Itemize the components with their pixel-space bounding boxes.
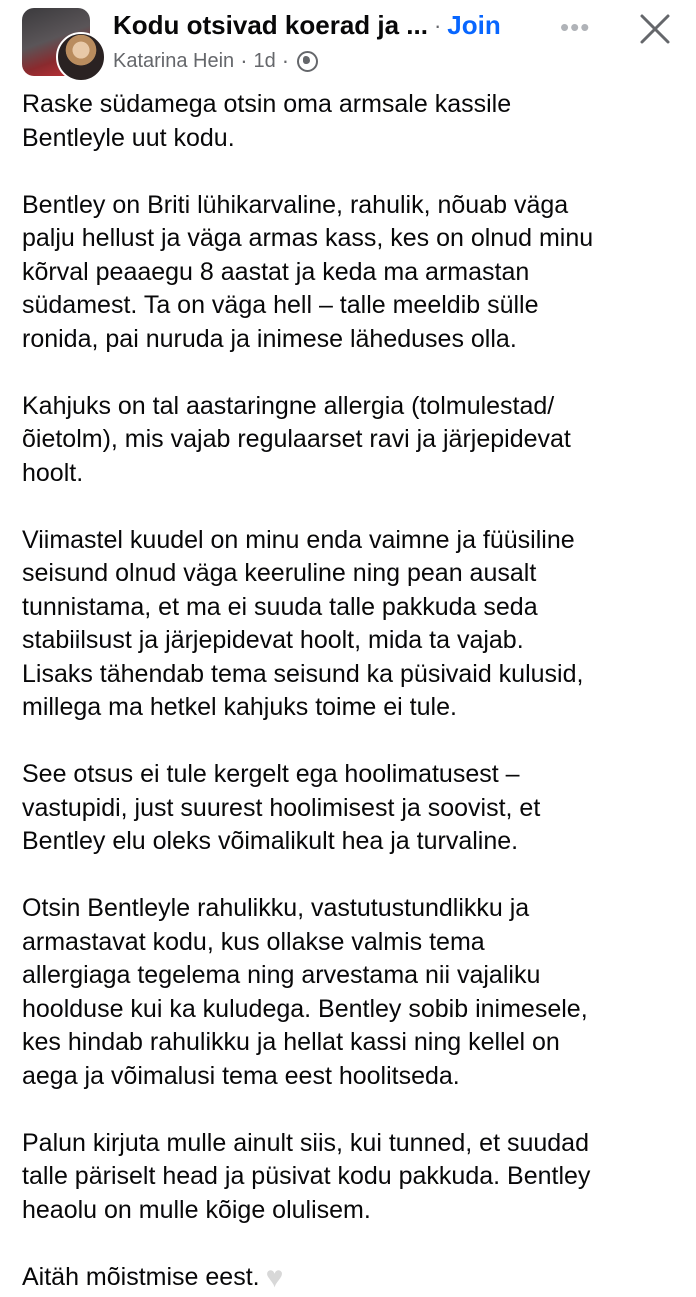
globe-icon: [297, 51, 318, 72]
text-line: Bentley elu oleks võimalikult hea ja turvaline.: [22, 827, 519, 855]
text-line: hoolduse kui ka kuludega. Bentley sobib inimesele,: [22, 994, 588, 1023]
text-line: Bentley on Briti lühikarvaline, rahulik, nõuab väga: [22, 190, 569, 219]
text-line: See otsus ei tule kergelt ega hoolimatusest –: [22, 760, 520, 788]
separator: ·: [281, 48, 290, 73]
text-line: kes hindab rahulikku ja hellat kassi ning kellel on: [22, 1028, 560, 1056]
text-line: hoolt.: [22, 458, 84, 487]
author-avatar[interactable]: [56, 32, 106, 82]
text-line: aega ja võimalusi tema eest hoolitseda.: [22, 1061, 460, 1090]
text-line: Lisaks tähendab tema seisund ka püsivaid kulusid,: [22, 659, 584, 688]
text-line: Raske südamega otsin oma armsale kassile: [22, 90, 512, 118]
text-line: millega ma hetkel kahjuks toime ei tule.: [22, 693, 457, 721]
post-paragraph: [22, 189, 682, 357]
post-paragraph: [22, 524, 682, 725]
text-line: armastavat kodu, kus ollakse valmis tema: [22, 927, 485, 956]
group-name-link[interactable]: Kodu otsivad koerad ja ...: [113, 10, 428, 40]
text-line: stabiilsust ja järjepidevat hoolt, mida ta vajab.: [22, 626, 524, 654]
join-button[interactable]: Join: [447, 10, 501, 40]
post-meta: [113, 48, 318, 74]
separator: ·: [433, 12, 442, 38]
white-heart-icon: ♥: [265, 1260, 284, 1294]
text-line: allergiaga tegelema ning arvestama nii vajaliku: [22, 961, 541, 989]
text-line: tunnistama, et ma ei suuda talle pakkuda seda: [22, 592, 538, 621]
text-line: vastupidi, just suurest hoolimisest ja soovist, et: [22, 793, 541, 822]
post-paragraph: [22, 758, 682, 859]
close-icon[interactable]: [638, 12, 672, 46]
post-paragraph: [22, 88, 682, 155]
more-horizontal-icon[interactable]: •••: [560, 12, 591, 42]
text-line: palju hellust ja väga armas kass, kes on olnud minu: [22, 224, 594, 252]
post-paragraph: [22, 390, 682, 491]
post-paragraph: [22, 1127, 682, 1228]
text-line: ronida, pai nuruda ja inimese läheduses olla.: [22, 324, 517, 353]
text-line: talle päriselt head ja püsivat kodu pakkuda. Bentley: [22, 1162, 591, 1190]
text-line: õietolm), mis vajab regulaarset ravi ja järjepidevat: [22, 425, 571, 453]
post-time-link[interactable]: 1d: [253, 49, 276, 72]
separator: ·: [240, 48, 248, 73]
post-header: [0, 0, 696, 90]
text-line: Bentleyle uut kodu.: [22, 123, 235, 152]
text-line: kõrval peaaegu 8 aastat ja keda ma armastan: [22, 257, 530, 286]
text-line: Kahjuks on tal aastaringne allergia (tolmulestad/: [22, 391, 555, 420]
text-line: Palun kirjuta mulle ainult siis, kui tunned, et suudad: [22, 1128, 589, 1157]
title-row: [113, 10, 501, 41]
author-name-link[interactable]: Katarina Hein: [113, 49, 235, 72]
text-line: Otsin Bentleyle rahulikku, vastutustundlikku ja: [22, 894, 530, 922]
text-line: seisund olnud väga keeruline ning pean ausalt: [22, 559, 537, 587]
closing-text: Aitäh mõistmise eest.: [22, 1262, 260, 1291]
post-paragraph: [22, 892, 682, 1093]
text-line: heaolu on mulle kõige olulisem.: [22, 1195, 371, 1224]
text-line: südamest. Ta on väga hell – talle meeldib sülle: [22, 291, 539, 319]
closing-line: [22, 1261, 682, 1295]
text-line: Viimastel kuudel on minu enda vaimne ja füüsiline: [22, 525, 575, 554]
post-text: [22, 88, 682, 1294]
